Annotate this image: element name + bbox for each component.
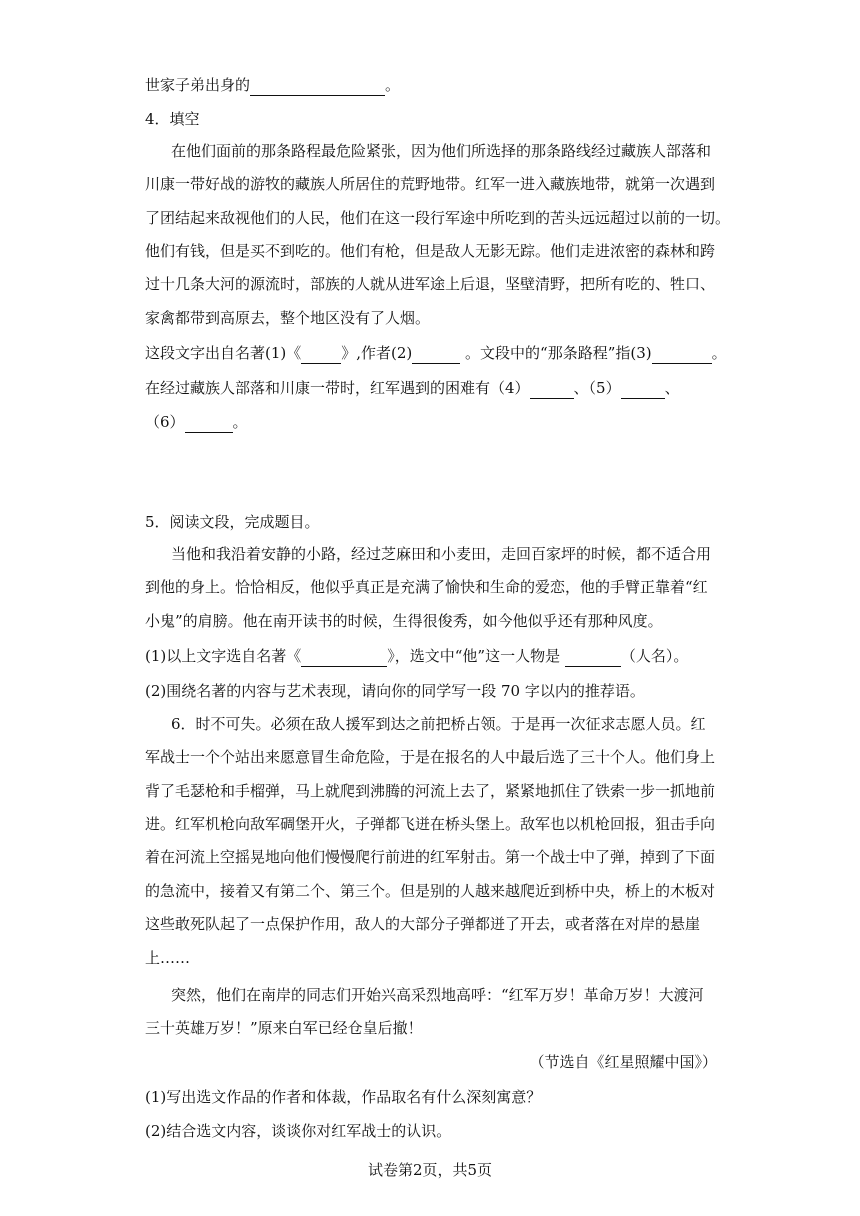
q6-passage-line: 的急流中，接着又有第二个、第三个。但是别的人越来越爬近到桥中央，桥上的木板对 — [145, 882, 716, 900]
q4-passage-line: 了团结起来敌视他们的人民，他们在这一段行军途中所吃到的苦头远远超过以前的一切。 — [145, 209, 731, 227]
answer-blank[interactable] — [185, 416, 233, 433]
q6-passage2-line: 三十英雄万岁！”原来白军已经仓皇后撤！ — [145, 1019, 423, 1037]
q6-passage2-line: 突然，他们在南岸的同志们开始兴高采烈地高呼：“红军万岁！革命万岁！大渡河 — [171, 986, 704, 1004]
q3-tail-text: 世家子弟出身的 — [145, 76, 251, 94]
q5-sub1: (1)以上文字选自名著《 》，选文中“他”这一人物是 （人名）。 — [145, 647, 689, 665]
q5-passage-line: 小鬼”的肩膀。他在南开读书的时候，生得很俊秀，如今他似乎还有那种风度。 — [145, 612, 663, 630]
q6-passage-line: 上…… — [145, 949, 191, 967]
q6-sub2: (2)结合选文内容，谈谈你对红军战士的认识。 — [145, 1122, 452, 1140]
q5-heading: 5．阅读文段，完成题目。 — [145, 513, 320, 531]
q4-passage-line: 川康一带好战的游牧的藏族人所居住的荒野地带。红军一进入藏族地带，就第一次遇到 — [145, 175, 716, 193]
answer-blank[interactable] — [621, 382, 665, 399]
page-footer: 试卷第2页，共5页 — [367, 1161, 493, 1179]
q4-question-line: 在经过藏族人部落和川康一带时，红军遇到的困难有（4） 、（5） 、 — [145, 379, 680, 397]
q6-passage-line: 6．时不可失。必须在敌人援军到达之前把桥占领。于是再一次征求志愿人员。红 — [171, 715, 706, 733]
answer-blank[interactable] — [301, 650, 387, 667]
q4-question-line: 这段文字出自名著(1)《 》,作者(2) 。文段中的“那条路程”指(3) 。 — [145, 344, 727, 362]
q5-sub2: (2)围绕名著的内容与艺术表现，请向你的同学写一段 70 字以内的推荐语。 — [145, 682, 645, 700]
q4-heading: 4．填空 — [145, 110, 200, 128]
answer-blank[interactable] — [652, 347, 712, 364]
q4-passage-line: 过十几条大河的源流时，部族的人就从进军途上后退，坚壁清野，把所有吃的、牲口、 — [145, 275, 716, 293]
answer-blank[interactable] — [250, 79, 385, 96]
q6-passage-line: 背了毛瑟枪和手榴弹，马上就爬到沸腾的河流上去了，紧紧地抓住了铁索一步一抓地前 — [145, 782, 716, 800]
q5-passage-line: 到他的身上。恰恰相反，他似乎真正是充满了愉快和生命的爱恋，他的手臂正靠着“红 — [145, 578, 708, 596]
q6-passage-line: 着在河流上空摇晃地向他们慢慢爬行前进的红军射击。第一个战士中了弹，掉到了下面 — [145, 848, 716, 866]
answer-blank[interactable] — [412, 347, 460, 364]
answer-blank[interactable] — [565, 650, 621, 667]
q3-tail-line: 世家子弟出身的 。 — [145, 76, 401, 94]
answer-blank[interactable] — [530, 382, 574, 399]
q6-passage-line: 这些敢死队起了一点保护作用，敌人的大部分子弹都迸了开去，或者落在对岸的悬崖 — [145, 915, 701, 933]
q4-passage-line: 家禽都带到高原去，整个地区没有了人烟。 — [145, 309, 431, 327]
q5-passage-line: 当他和我沿着安静的小路，经过芝麻田和小麦田，走回百家坪的时候，都不适合用 — [171, 545, 712, 563]
q6-passage-line: 军战士一个个站出来愿意冒生命危险，于是在报名的人中最后选了三十个人。他们身上 — [145, 748, 716, 766]
q4-question-line: （6） 。 — [145, 413, 248, 431]
q4-passage-line: 他们有钱，但是买不到吃的。他们有枪，但是敌人无影无踪。他们走进浓密的森林和跨 — [145, 242, 716, 260]
q6-passage-line: 进。红军机枪向敌军碉堡开火，子弹都飞迸在桥头堡上。敌军也以机枪回报，狙击手向 — [145, 815, 716, 833]
q6-sub1: (1)写出选文作品的作者和体裁，作品取名有什么深刻寓意？ — [145, 1088, 542, 1106]
answer-blank[interactable] — [301, 347, 341, 364]
q4-passage-line: 在他们面前的那条路程最危险紧张，因为他们所选择的那条路线经过藏族人部落和 — [171, 142, 712, 160]
q6-source: （节选自《红星照耀中国》） — [529, 1053, 717, 1071]
